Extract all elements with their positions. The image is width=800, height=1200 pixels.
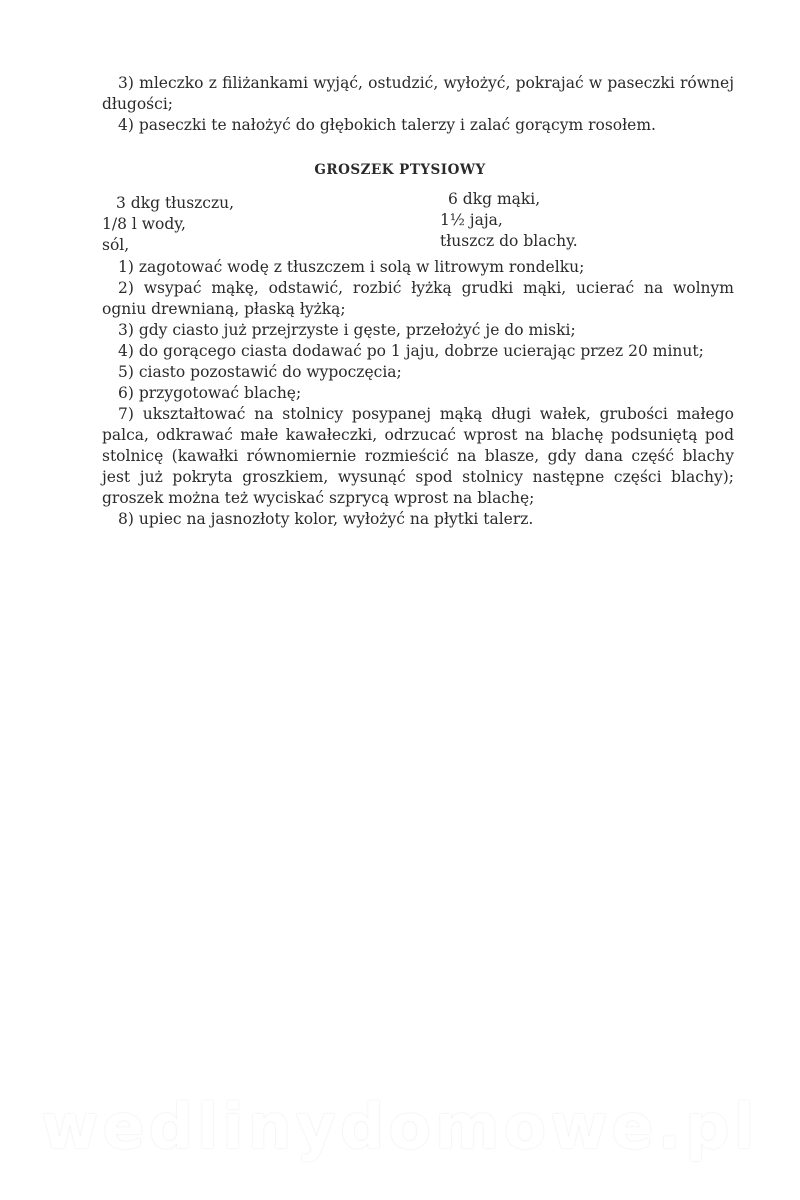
ingredients-left-column xyxy=(102,193,234,256)
prev-step-3: 3) mleczko z filiżankami wyjąć, ostudzić, wyłożyć, pokrajać w paseczki równej długości; xyxy=(102,74,734,113)
ingredient-item: 6 dkg mąki, xyxy=(448,190,541,208)
recipe-step: 3) gdy ciasto już przejrzyste i gęste, przełożyć je do miski; xyxy=(118,321,576,339)
recipe-step: 1) zagotować wodę z tłuszczem i solą w litrowym rondelku; xyxy=(118,258,585,276)
ingredient-item: 1/8 l wody, xyxy=(102,215,186,233)
recipe-step: 7) ukształtować na stolnicy posypanej mąką długi wałek, grubości małego palca, odkrawać małe kawałeczki, odrzucać wprost na blachę podsuniętą pod stolnicę (kawałki równomiernie rozmieścić na blasze, gdy dana część blachy jest już pokryta groszkiem, wysunąć spod stolnicy następne części blachy); groszek można też wyciskać szprycą wprost na blachę; xyxy=(102,405,734,507)
ingredient-item: tłuszcz do blachy. xyxy=(440,232,578,250)
recipe-step: 4) do gorącego ciasta dodawać po 1 jaju, dobrze ucierając przez 20 minut; xyxy=(118,342,704,360)
recipe-step: 5) ciasto pozostawić do wypoczęcia; xyxy=(118,363,402,381)
ingredients-right-column xyxy=(440,189,578,252)
recipe-step: 6) przygotować blachę; xyxy=(118,384,302,402)
ingredient-item: 1½ jaja, xyxy=(440,211,503,229)
recipe-title: GROSZEK PTYSIOWY xyxy=(314,162,486,178)
recipe-step: 8) upiec na jasnozłoty kolor, wyłożyć na płytki talerz. xyxy=(118,510,534,528)
prev-step-4: 4) paseczki te nałożyć do głębokich talerzy i zalać gorącym rosołem. xyxy=(118,116,656,134)
ingredient-item: 3 dkg tłuszczu, xyxy=(116,194,235,212)
ingredient-item: sól, xyxy=(102,236,130,254)
recipe-steps xyxy=(102,257,734,530)
recipe-step: 2) wsypać mąkę, odstawić, rozbić łyżką grudki mąki, ucierać na wolnym ogniu drewnianą, płaską łyżką; xyxy=(102,279,734,318)
watermark: wedlinydomowe.pl xyxy=(41,1090,759,1163)
